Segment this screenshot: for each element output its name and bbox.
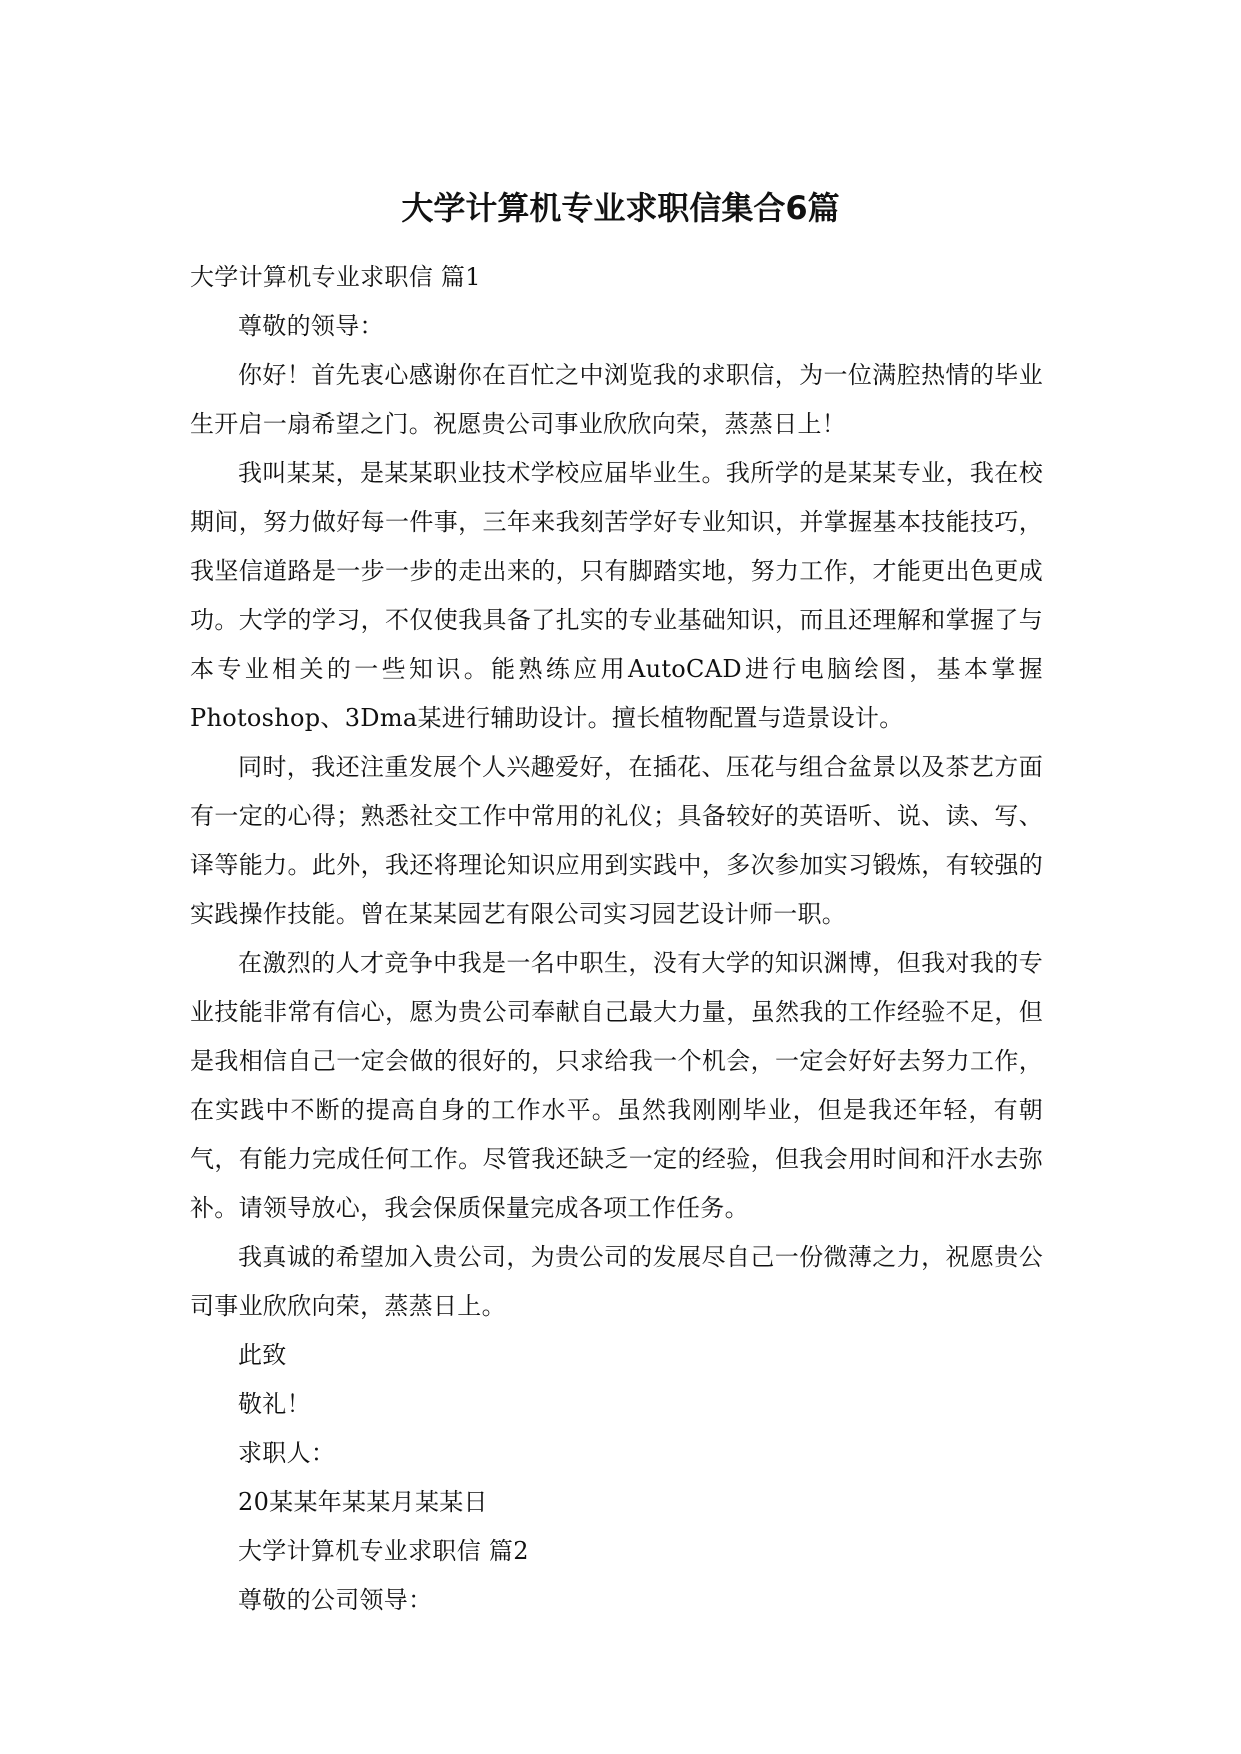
paragraph-date: 20某某年某某月某某日 — [238, 1488, 488, 1516]
paragraph-applicant: 求职人： — [238, 1439, 336, 1467]
paragraph-introduction: 我叫某某，是某某职业技术学校应届毕业生。我所学的是某某专业，我在校期间，努力做好每一件事，三年来我刻苦学好专业知识，并掌握基本技能技巧，我坚信道路是一步一步的走出来的，只有脚踏实地，努力工作，才能更出色更成功。大学的学习，不仅使我具备了扎实的专业基础知识，而且还理解和掌握了与本专业相关的一些知识。能熟练应用AutoCAD进行电脑绘图，基本掌握Photoshop、3Dma某进行辅助设计。擅长植物配置与造景设计。 — [190, 459, 1043, 732]
paragraph-heading-1: 大学计算机专业求职信 篇1 — [190, 263, 481, 291]
paragraph-commitment: 在激烈的人才竞争中我是一名中职生，没有大学的知识渊博，但我对我的专业技能非常有信心，愿为贵公司奉献自己最大力量，虽然我的工作经验不足，但是我相信自己一定会做的很好的，只求给我一个机会，一定会好好去努力工作，在实践中不断的提高自身的工作水平。虽然我刚刚毕业，但是我还年轻，有朝气，有能力完成任何工作。尽管我还缺乏一定的经验，但我会用时间和汗水去弥补。请领导放心，我会保质保量完成各项工作任务。 — [190, 949, 1043, 1222]
document-body — [190, 253, 1043, 1625]
paragraph-greeting: 你好！首先衷心感谢你在百忙之中浏览我的求职信，为一位满腔热情的毕业生开启一扇希望之门。祝愿贵公司事业欣欣向荣，蒸蒸日上！ — [190, 361, 1043, 438]
paragraph-heading-2: 大学计算机专业求职信 篇2 — [238, 1537, 529, 1565]
paragraph-salutation: 尊敬的领导： — [238, 312, 384, 340]
paragraph-cizhi: 此致 — [238, 1341, 287, 1369]
paragraph-closing-wish: 我真诚的希望加入贵公司，为贵公司的发展尽自己一份微薄之力，祝愿贵公司事业欣欣向荣，蒸蒸日上。 — [190, 1243, 1043, 1320]
paragraph-skills: 同时，我还注重发展个人兴趣爱好，在插花、压花与组合盆景以及茶艺方面有一定的心得；熟悉社交工作中常用的礼仪；具备较好的英语听、说、读、写、译等能力。此外，我还将理论知识应用到实践中，多次参加实习锻炼，有较强的实践操作技能。曾在某某园艺有限公司实习园艺设计师一职。 — [190, 753, 1043, 928]
document-title: 大学计算机专业求职信集合6篇 — [401, 189, 840, 227]
paragraph-jingli: 敬礼！ — [238, 1390, 311, 1418]
paragraph-salutation-2: 尊敬的公司领导： — [238, 1586, 433, 1614]
